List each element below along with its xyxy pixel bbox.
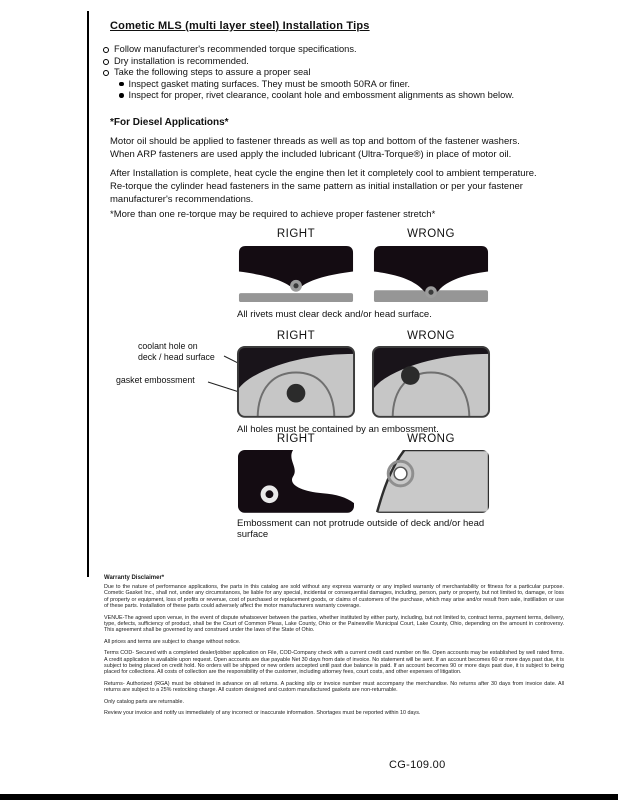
embossment-inside-diagram [236, 448, 356, 515]
annotation-text: coolant hole on [138, 341, 198, 351]
embossment-protrude-illustration [371, 448, 491, 515]
embossment-inside-illustration [236, 448, 356, 515]
warranty-paragraph: Returns- Authorized (RGA) must be obtained in advance on all returns. A packing slip or invoice number must accompany the merchandise. No returns after 30 days from invoice date. All returns are subject to a 25% restocking charge. All custom designed and custom manufactured gaskets are non-returnable. [104, 680, 564, 694]
list-item [103, 56, 563, 68]
hole-contained-illustration [236, 345, 356, 419]
right-label: RIGHT [276, 330, 316, 342]
coolant-hole-icon [401, 366, 420, 385]
coolant-hole-annotation [138, 341, 230, 362]
warranty-paragraph: Only catalog parts are returnable. [104, 698, 185, 705]
diagram-caption: Embossment can not protrude outside of deck and/or head surface [237, 518, 485, 540]
list-item [119, 90, 563, 102]
diesel-paragraph-2: After Installation is complete, heat cycle the engine then let it completely cool to ambient temperature. Re-torque the cylinder head fasteners in the same pattern as initial installation or per your fastener manufacturer's recommendations. [110, 168, 537, 205]
diagram-caption: All holes must be contained by an embossment. [237, 424, 439, 435]
warranty-section [104, 575, 564, 722]
hole-contained-diagram [236, 345, 356, 419]
hole-overlap-diagram [371, 345, 491, 419]
list-item [103, 67, 563, 79]
tips-list [103, 44, 563, 102]
annotation-text: deck / head surface [138, 351, 215, 362]
open-bullet-icon [103, 59, 109, 65]
bottom-edge-bar [0, 794, 618, 800]
rivet-clear-illustration [236, 245, 356, 306]
warranty-paragraph: Terms COD- Secured with a completed dealer/jobber application on File, COD-Company check with a current credit card number on file. Open accounts may be established by well rated firms. A credit application is available upon request. Open accounts are due payable Net 30 days from date of invoice. No statement will be sent. If an account becomes 60 or more days past due, it is subject to being placed on credit hold. No orders will be shipped or new orders accepted until past due balance is paid. If an account becomes 90 or more days past due, it is subject to being placed for collections. All costs of collection are the responsibility of the customer, including attorney fees, court costs, and other expenses of litigation. [104, 650, 564, 676]
left-edge-rule [87, 11, 89, 577]
diagram-caption: All rivets must clear deck and/or head surface. [237, 309, 432, 320]
coolant-hole-icon [287, 384, 306, 403]
list-item [119, 79, 563, 91]
bullet-text: Inspect for proper, rivet clearance, coolant hole and embossment alignments as shown below. [128, 90, 515, 101]
warranty-paragraph: VENUE-The agreed upon venue, in the event of dispute whatsoever between the parties, whether instituted by either party, including, but not limited to, contract terms, payment terms, delivery, type, defects, sufficiency of product, shall be the Court of Common Pleas, Lake County, Ohio or the Painesville Municipal Court, Lake County, Ohio, depending on the amount in controversy. This agreement shall be governed by and construed under the laws of the State of Ohio. [104, 614, 564, 634]
page-code: CG-109.00 [389, 759, 446, 771]
warranty-heading: Warranty Disclaimer* [104, 575, 165, 581]
rivet-touch-diagram [371, 245, 491, 306]
open-bullet-icon [103, 47, 109, 53]
embossment-protrude-diagram [371, 448, 491, 515]
right-label: RIGHT [276, 433, 316, 445]
gasket-embossment-annotation: gasket embossment [116, 375, 195, 385]
bullet-text: Inspect gasket mating surfaces. They must be smooth 50RA or finer. [128, 78, 410, 89]
diesel-heading: *For Diesel Applications* [110, 117, 229, 128]
bullet-text: Follow manufacturer's recommended torque specifications. [114, 44, 357, 54]
list-item [103, 44, 563, 56]
page-title: Cometic MLS (multi layer steel) Installation Tips [110, 20, 370, 32]
open-bullet-icon [103, 70, 109, 76]
bullet-text: Take the following steps to assure a proper seal [114, 67, 311, 78]
wrong-label: WRONG [407, 433, 455, 445]
rivet-touch-illustration [371, 245, 491, 306]
diesel-paragraph-1: Motor oil should be applied to fastener threads as well as top and bottom of the fastener washers. When ARP fasteners are used apply the included lubricant (Ultra-Torque®) in place of motor oil. [110, 136, 520, 160]
wrong-label: WRONG [407, 228, 455, 240]
filled-bullet-icon [119, 93, 124, 98]
warranty-paragraph: Due to the nature of performance applications, the parts in this catalog are sold without any express warranty or any implied warranty of merchantability or fitness for a particular purpose. Cometic Gasket Inc., shall not, under any circumstances, be liable for any special, incidental or consequential damages, including, person, party or property, but not limited to, damage, or loss of property or equipment, loss of profits or revenue, cost of purchased or replacement goods, or claims of customers of the purchase, which may arise and/or result from sale, instillation or use of these parts. Installation of these parts could adversely affect the motor manufacturers warranty coverage. [104, 584, 564, 610]
warranty-paragraph: All prices and terms are subject to change without notice. [104, 638, 241, 645]
wrong-label: WRONG [407, 330, 455, 342]
rivet-clear-diagram [236, 245, 356, 306]
right-label: RIGHT [276, 228, 316, 240]
bullet-text: Dry installation is recommended. [114, 55, 249, 66]
filled-bullet-icon [119, 82, 124, 87]
retorque-note: *More than one re-torque may be required to achieve proper fastener stretch* [110, 209, 436, 220]
warranty-paragraph: Review your invoice and notify us immediately of any incorrect or inaccurate information. Shortages must be reported within 10 days. [104, 710, 421, 717]
hole-overlap-illustration [371, 345, 491, 419]
